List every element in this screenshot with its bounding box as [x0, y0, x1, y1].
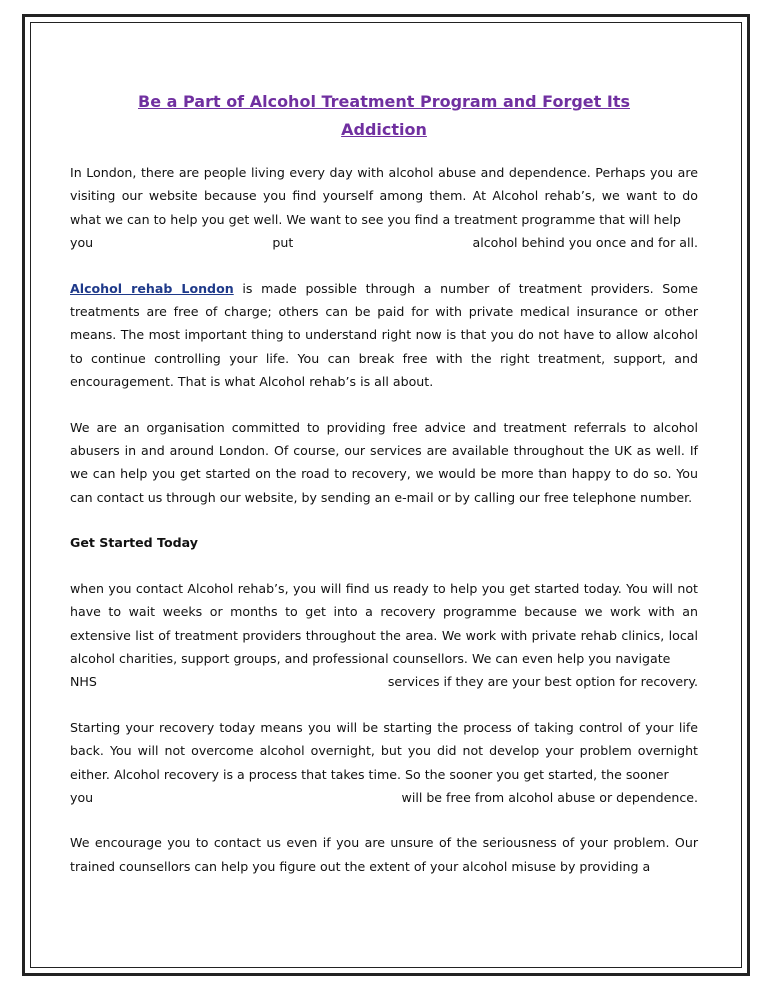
paragraph-recovery — [70, 716, 698, 786]
paragraph-rehab-london — [70, 277, 698, 394]
word-put: put — [272, 235, 294, 251]
title-line-2: Addiction — [341, 120, 427, 139]
paragraph-contact-last-line — [70, 670, 698, 693]
alcohol-rehab-london-link[interactable]: Alcohol rehab London — [70, 280, 234, 296]
paragraph-contact-text: when you contact Alcohol rehab’s, you will find us ready to help you get started today. You will not have to wait weeks or months to get into a recovery programme because we work with an extensive list of treatment providers throughout the area. We work with private rehab clinics, local alcohol charities, support groups, and professional counsellors. We can even help you navigate — [70, 580, 698, 666]
phrase-free: will be free from alcohol abuse or dependence. — [401, 789, 698, 805]
paragraph-intro-last-line — [70, 231, 698, 254]
word-nhs: NHS — [70, 674, 97, 690]
paragraph-contact — [70, 577, 698, 671]
paragraph-recovery-last-line — [70, 786, 698, 809]
paragraph-recovery-text: Starting your recovery today means you will be starting the process of taking control of your life back. You will not overcome alcohol overnight, but you did not develop your problem overnight either. Alcohol recovery is a process that takes time. So the sooner you get started, the sooner — [70, 719, 698, 782]
document-title — [70, 88, 698, 144]
word-you: you — [70, 235, 94, 251]
word-you-2: you — [70, 789, 94, 805]
section-heading: Get Started Today — [70, 535, 198, 551]
paragraph-encourage: We encourage you to contact us even if you are unsure of the seriousness of your problem. Our trained counsellors can help you figure out the extent of your alcohol misuse by providing a — [70, 835, 698, 874]
paragraph-intro-text: In London, there are people living every day with alcohol abuse and dependence. Perhaps you are visiting our website because you find yourself among them. At Alcohol rehab’s, we want to do what we can to help you get well. We want to see you find a treatment programme that will help — [70, 165, 698, 227]
phrase-services: services if they are your best option for recovery. — [387, 674, 698, 690]
phrase-end: alcohol behind you once and for all. — [472, 235, 698, 251]
document-body — [70, 88, 698, 900]
paragraph-organisation: We are an organisation committed to providing free advice and treatment referrals to alcohol abusers in and around London. Of course, our services are available throughout the UK as well. If we can help you get started on the road to recovery, we would be more than happy to do so. You can contact us through our website, by sending an e-mail or by calling our free telephone number. — [70, 419, 698, 505]
paragraph-intro — [70, 161, 698, 231]
paragraph-rehab-london-text: is made possible through a number of treatment providers. Some treatments are free of charge; others can be paid for with private medical insurance or other means. The most important thing to understand right now is that you do not have to allow alcohol to continue controlling your life. You can break free with the right treatment, support, and encouragement. That is what Alcohol rehab’s is all about. — [70, 280, 699, 390]
title-line-1: Be a Part of Alcohol Treatment Program and Forget Its — [138, 92, 630, 111]
